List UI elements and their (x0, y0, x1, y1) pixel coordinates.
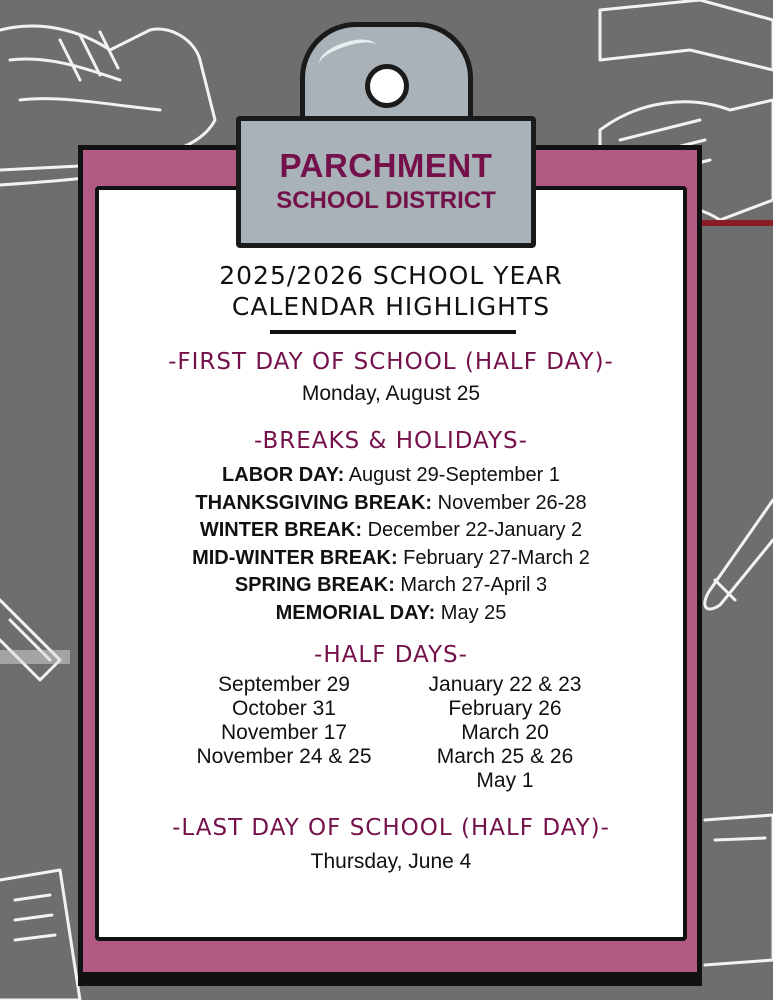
break-dates: May 25 (440, 601, 507, 624)
break-label: SPRING BREAK: (234, 574, 395, 596)
break-label: MEMORIAL DAY: (275, 601, 436, 624)
break-item (100, 545, 682, 573)
district-subtitle: SCHOOL DISTRICT (276, 187, 496, 214)
district-name: PARCHMENT (279, 147, 493, 184)
first-day-date: Monday, August 25 (301, 382, 481, 405)
half-day-item: January 22 & 23 (428, 673, 582, 696)
page-title-line2: CALENDAR HIGHLIGHTS (231, 292, 551, 321)
page-title-line1: 2025/2026 SCHOOL YEAR (219, 261, 563, 290)
half-day-item: September 29 (218, 673, 350, 696)
notebook-icon (0, 870, 80, 1000)
break-dates: March 27-April 3 (400, 574, 548, 596)
last-day-date: Thursday, June 4 (310, 850, 472, 873)
half-day-item: March 25 & 26 (436, 745, 574, 768)
breaks-title: -BREAKS & HOLIDAYS- (254, 428, 528, 454)
break-label: WINTER BREAK: (199, 519, 363, 541)
clipboard-edge (78, 972, 702, 986)
break-item (100, 572, 682, 600)
break-label: MID-WINTER BREAK: (192, 546, 398, 569)
clip-hole (365, 64, 409, 108)
break-item (100, 490, 682, 518)
break-dates: December 22-January 2 (367, 519, 583, 541)
title-divider (270, 330, 516, 334)
break-item (100, 517, 682, 545)
half-day-item: November 24 & 25 (196, 745, 372, 768)
half-days-left-column (184, 673, 384, 769)
half-day-item: May 1 (476, 769, 534, 792)
half-day-item: November 17 (220, 721, 348, 744)
half-day-item: March 20 (461, 721, 549, 744)
first-day-title: -FIRST DAY OF SCHOOL (HALF DAY)- (168, 349, 614, 375)
half-day-item: October 31 (232, 697, 336, 720)
break-label: THANKSGIVING BREAK: (195, 491, 433, 514)
last-day-title: -LAST DAY OF SCHOOL (HALF DAY)- (172, 815, 610, 841)
breaks-list (100, 462, 682, 627)
half-day-item: February 26 (448, 697, 562, 720)
brush-icon (705, 500, 773, 609)
break-label: LABOR DAY: (222, 464, 345, 486)
box-icon (705, 815, 773, 965)
break-item (100, 600, 682, 628)
break-dates: November 26-28 (437, 491, 587, 514)
pencil-icon (0, 600, 60, 680)
break-dates: August 29-September 1 (348, 464, 560, 486)
break-dates: February 27-March 2 (403, 546, 590, 569)
half-days-title: -HALF DAYS- (314, 642, 468, 668)
break-item (100, 462, 682, 490)
half-days-right-column (410, 673, 600, 793)
